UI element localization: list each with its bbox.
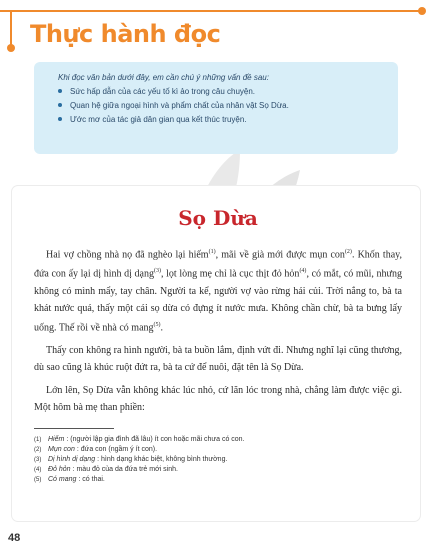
story-paragraph-3: Lớn lên, Sọ Dừa vẫn không khác lúc nhỏ, cứ lăn lóc trong nhà, chẳng làm được việc gì. Một hôm bà mẹ than phiền: (34, 384, 402, 413)
footnote-term: Dị hình dị dạng (48, 455, 96, 463)
footnote-text: : (người lập gia đình đã lâu) ít con hoặc mãi chưa có con. (66, 435, 245, 443)
footnote-ref: (1) (208, 249, 216, 255)
footnote-item (34, 455, 402, 465)
footnote-number: (2) (34, 446, 42, 453)
story-paragraph-2: Thấy con không ra hình người, bà ta buồn lắm, định vứt đi. Nhưng nghĩ lại cũng thương, dù sao cũng là khúc ruột đứt ra, bà ta cứ để nuôi, đặt tên là Sọ Dừa. (34, 344, 402, 373)
note-intro: Khi đọc văn bản dưới đây, em cần chú ý những vấn đề sau: (58, 73, 269, 82)
side-rule-dot (7, 44, 15, 52)
footnote-ref: (2) (344, 249, 352, 255)
story-title: Sọ Dừa (178, 206, 258, 230)
footnote-ref: (4) (299, 268, 307, 275)
story-card (12, 186, 420, 521)
top-rule-dot (418, 7, 426, 15)
footnote-text: : đứa con (ngầm ý ít con). (76, 445, 158, 453)
reading-note-box (34, 62, 398, 154)
footnote-term: Hiếm (48, 435, 65, 443)
story-paragraph-1: Hai vợ chồng nhà nọ đã nghèo lại hiếm$^{(1)}$, mãi về già mới được mụn con$^{(2)}$. Khốn thay, đứa con ấy lại dị hình dị dạng$^{(3)}$, lọt lòng mẹ chỉ là cục thịt đỏ hỏn$^{(4)}$, có mắt, có mũi, nhưng không có mình mẩy, tay chân. Người ta kể, người vợ vào rừng hái củi. Trời nắng to, bà ta khát nước quá, thấy một cái sọ dừa có đựng ít nước mưa. Không chần chừ, bà ta bưng lấy uống. Thế rồi về nhà có mang$^{(5)}$. (34, 249, 403, 333)
note-list (58, 87, 384, 124)
section-title: Thực hành đọc (30, 20, 221, 48)
footnote-item (34, 445, 402, 455)
footnote-number: (1) (34, 436, 42, 443)
footnote-ref: (5) (153, 321, 161, 328)
footnote-number: (4) (34, 466, 42, 473)
footnote-item (34, 465, 402, 475)
page-number: 48 (8, 532, 21, 544)
footnote-divider (34, 428, 114, 429)
footnote-number: (3) (34, 456, 42, 463)
footnote-item (34, 435, 402, 445)
footnote-ref: (3) (153, 268, 161, 275)
footnote-term: Có mang (48, 475, 77, 483)
side-rule (10, 10, 12, 48)
footnote-text: : có thai. (78, 475, 105, 483)
footnote-text: : màu đỏ của da đứa trẻ mới sinh. (72, 465, 178, 473)
note-item: Ước mơ của tác giả dân gian qua kết thúc truyện. (58, 115, 384, 124)
footnote-text: : hình dạng khác biệt, không bình thường. (97, 455, 228, 463)
top-rule (0, 10, 422, 12)
footnote-term: Đỏ hỏn (48, 465, 71, 473)
footnote-term: Mụn con (48, 445, 75, 453)
note-item: Sức hấp dẫn của các yếu tố kì ảo trong câu chuyện. (58, 87, 384, 96)
footnote-number: (5) (34, 476, 42, 483)
footnote-item (34, 475, 402, 485)
note-item: Quan hệ giữa ngoại hình và phẩm chất của nhân vật Sọ Dừa. (58, 101, 384, 110)
